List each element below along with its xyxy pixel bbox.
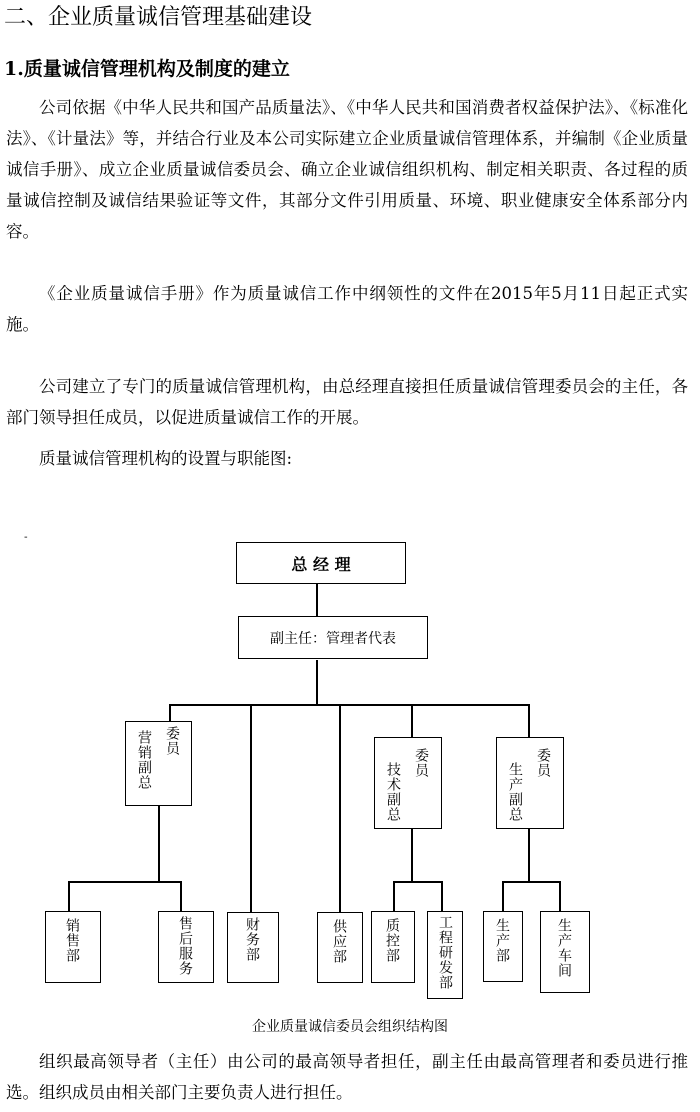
dept-box bbox=[227, 912, 279, 983]
dept-box bbox=[317, 912, 363, 983]
dept-box bbox=[45, 911, 101, 983]
committee-title: 技术副总 bbox=[385, 762, 401, 822]
dept-label: 销售部 bbox=[64, 918, 80, 963]
deputy-label: 副主任：管理者代表 bbox=[270, 630, 396, 647]
committee-role: 委员 bbox=[535, 748, 551, 778]
dept-box bbox=[540, 911, 590, 993]
dept-label: 财务部 bbox=[244, 917, 260, 962]
paragraph-4: 质量诚信管理机构的设置与职能图: bbox=[39, 449, 293, 468]
dept-label: 生产部 bbox=[494, 918, 510, 963]
paragraph-1: 公司依据《中华人民共和国产品质量法》、《中华人民共和国消费者权益保护法》、《标准化法》、《计量法》等，并结合行业及本公司实际建立企业质量诚信管理体系，并编制《企业质量诚信手册》、成立企业质量诚信委员会、确立企业诚信组织机构、制定相关职责、各过程的质量诚信控制及诚信结果验证等文件，其部分文件引用质量、环境、职业健康安全体系部分内容。 bbox=[6, 98, 688, 241]
dept-label: 售后服务 bbox=[177, 916, 193, 976]
dept-box bbox=[158, 911, 214, 983]
general-manager-box bbox=[236, 542, 406, 584]
committee-box-production bbox=[496, 737, 564, 829]
committee-box-marketing bbox=[125, 721, 192, 806]
committee-box-tech bbox=[374, 737, 442, 829]
dept-label: 供应部 bbox=[331, 919, 347, 964]
committee-title: 生产副总 bbox=[507, 762, 523, 822]
paragraph-3: 公司建立了专门的质量诚信管理机构，由总经理直接担任质量诚信管理委员会的主任，各部门领导担任成员，以促进质量诚信工作的开展。 bbox=[6, 377, 688, 427]
closing-paragraph: 组织最高领导者（主任）由公司的最高领导者担任，副主任由最高管理者和委员进行推选。组织成员由相关部门主要负责人进行担任。 bbox=[6, 1052, 688, 1102]
dept-box bbox=[427, 911, 463, 999]
paragraph-2: 《企业质量诚信手册》作为质量诚信工作中纲领性的文件在2015年5月11日起正式实施。 bbox=[6, 284, 688, 334]
dept-label: 质控部 bbox=[384, 918, 400, 963]
committee-role: 委员 bbox=[413, 748, 429, 778]
dept-box bbox=[371, 911, 415, 983]
dept-box bbox=[483, 911, 523, 982]
stray-mark: - bbox=[24, 532, 28, 543]
committee-title: 营销副总 bbox=[136, 730, 152, 790]
dept-label: 生产车间 bbox=[556, 918, 572, 978]
committee-role: 委员 bbox=[164, 726, 180, 756]
deputy-box bbox=[238, 616, 428, 659]
dept-label: 工程研发部 bbox=[437, 915, 453, 990]
general-manager-label: 总 经 理 bbox=[291, 554, 351, 574]
chart-caption: 企业质量诚信委员会组织结构图 bbox=[252, 1019, 448, 1035]
section-heading: 二、企业质量诚信管理基础建设 bbox=[4, 5, 313, 30]
subsection-heading: 1.质量诚信管理机构及制度的建立 bbox=[4, 58, 290, 80]
